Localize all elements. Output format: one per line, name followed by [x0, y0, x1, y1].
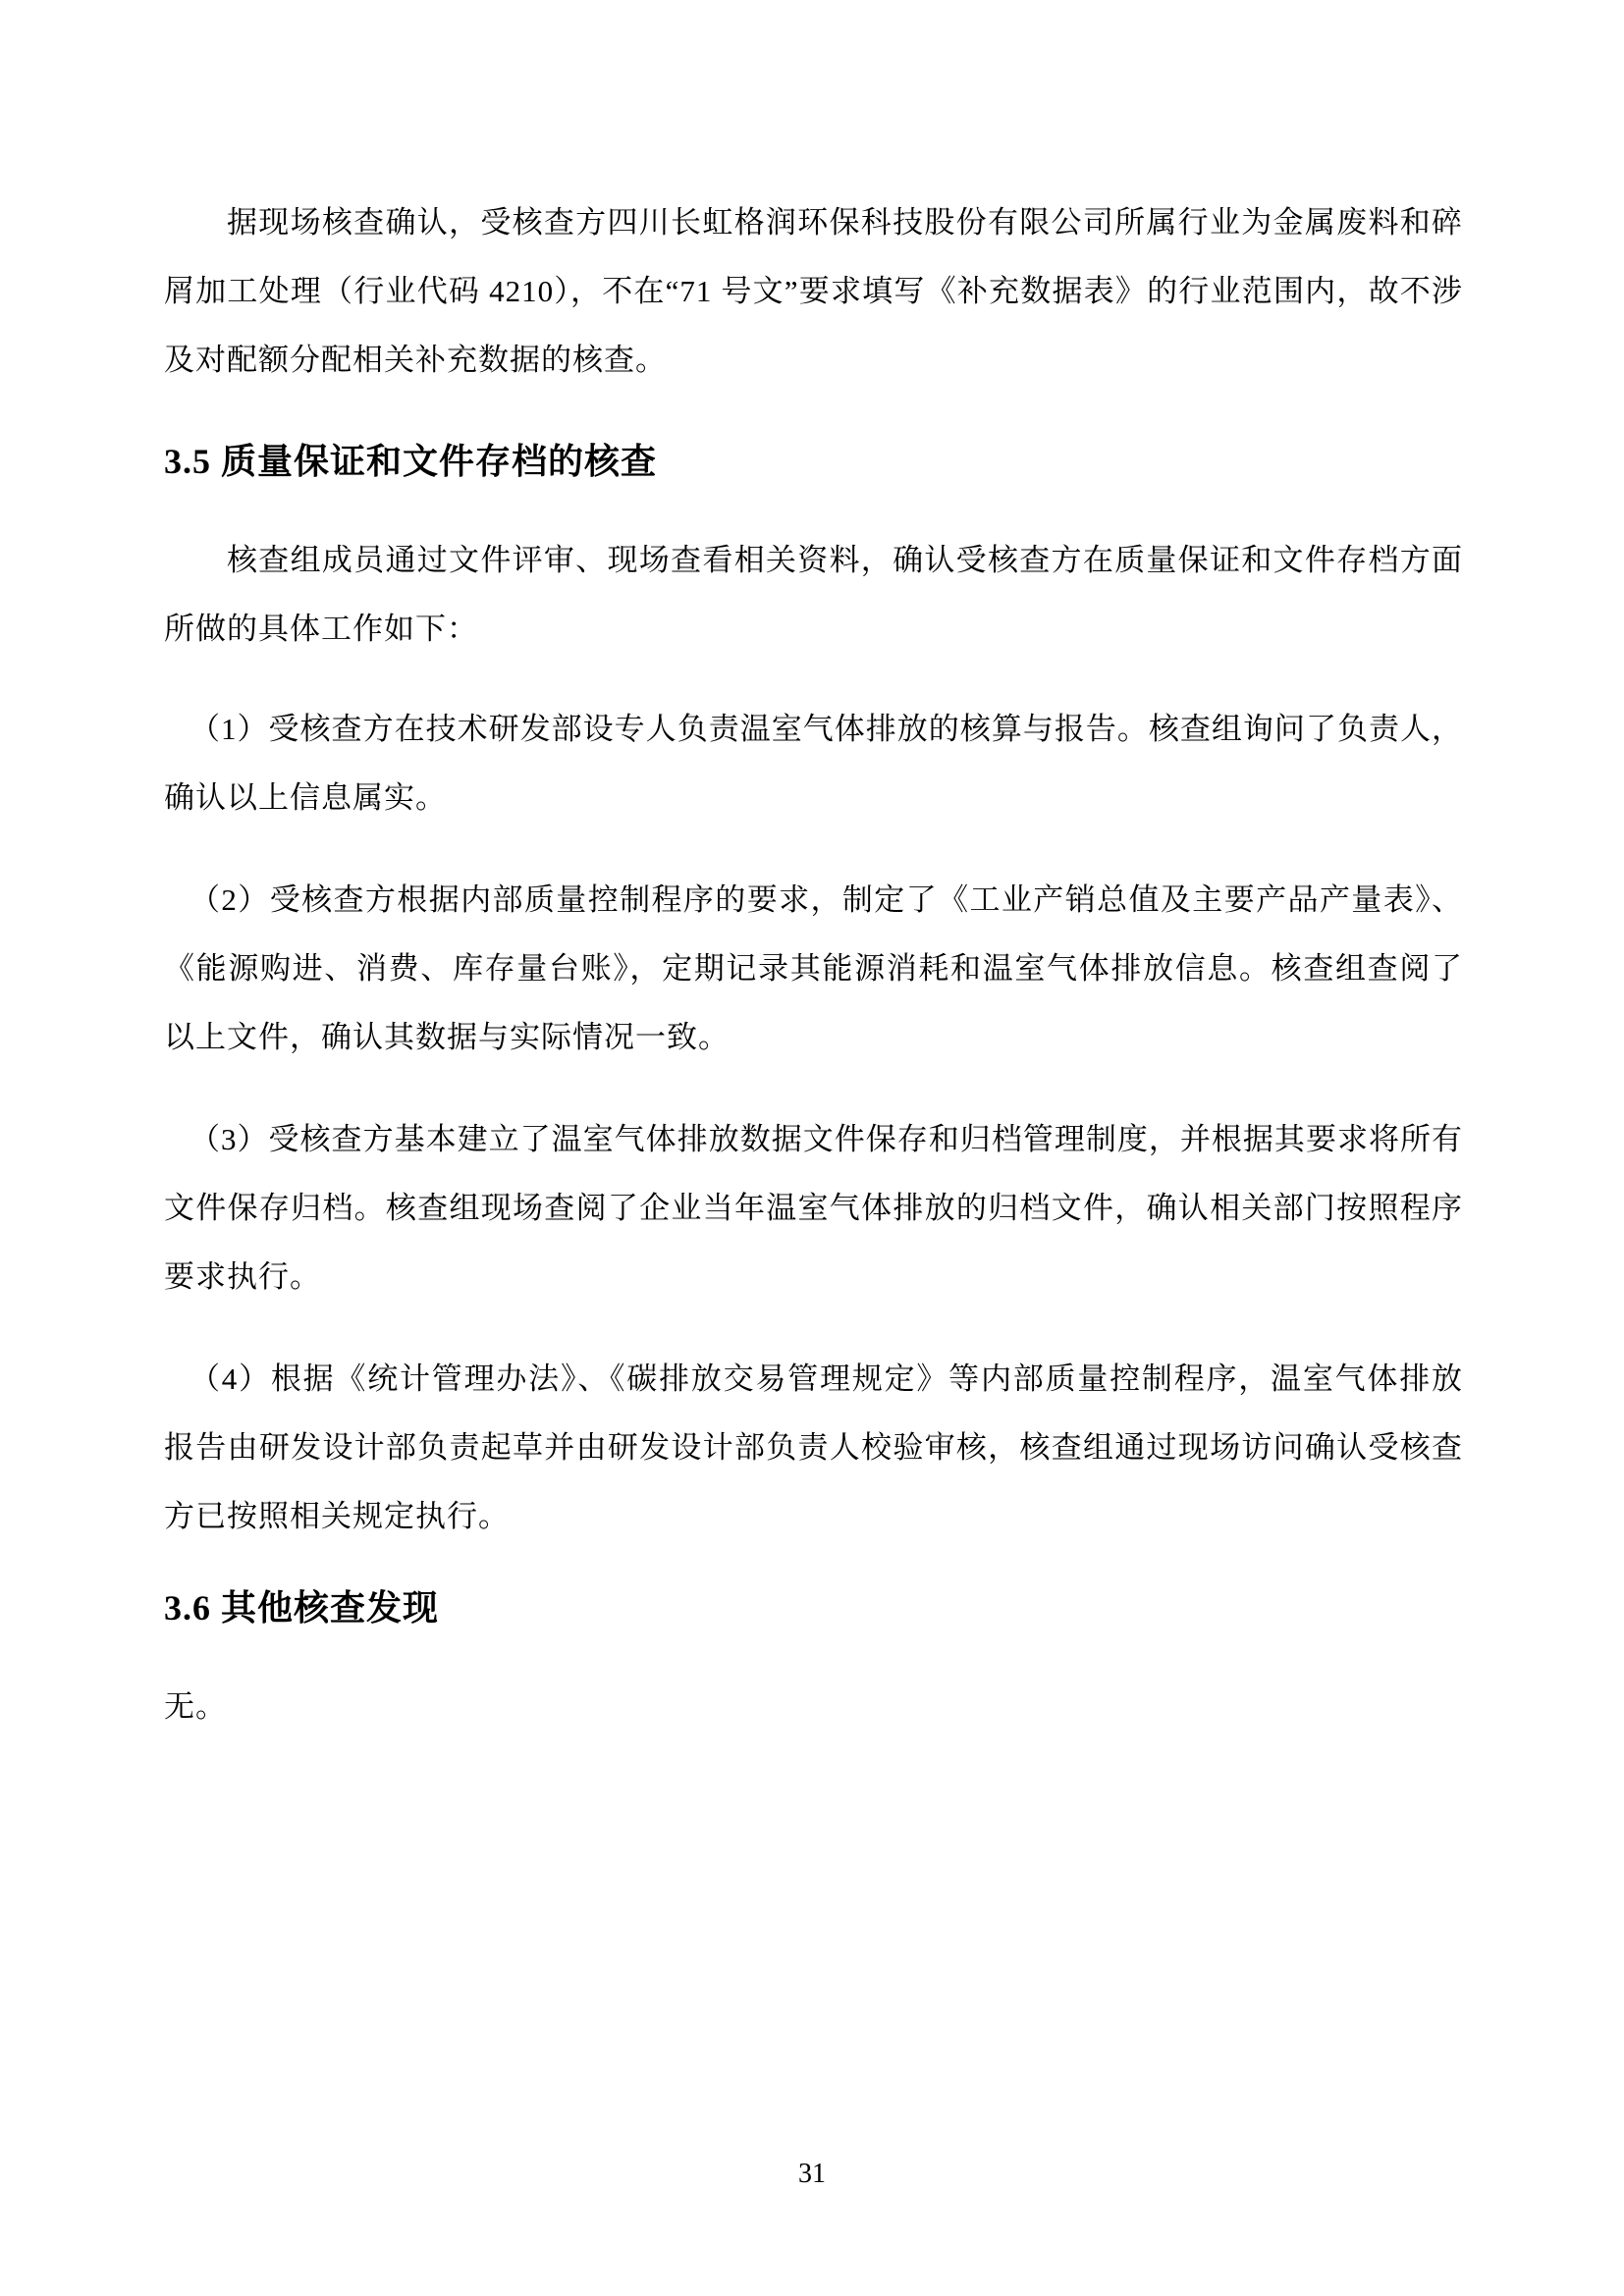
section-3-5-item-2: （2）受核查方根据内部质量控制程序的要求，制定了《工业产销总值及主要产品产量表》、《能源购进、消费、库存量台账》，定期记录其能源消耗和温室气体排放信息。核查组查阅了以上文件，确认其数据与实际情况一致。 [164, 882, 1463, 1054]
section-3-6-heading: 3.6 其他核查发现 [164, 1588, 440, 1628]
section-3-5-lead-paragraph: 核查组成员通过文件评审、现场查看相关资料，确认受核查方在质量保证和文件存档方面所做的具体工作如下： [164, 543, 1463, 646]
section-3-5-heading: 3.5 质量保证和文件存档的核查 [164, 442, 658, 481]
page-number: 31 [798, 2159, 826, 2189]
section-3-5-item-4: （4）根据《统计管理办法》、《碳排放交易管理规定》等内部质量控制程序，温室气体排放报告由研发设计部负责起草并由研发设计部负责人校验审核，核查组通过现场访问确认受核查方已按照相关规定执行。 [164, 1362, 1463, 1533]
document-content [164, 188, 1463, 1773]
section-3-6-body: 无。 [164, 1689, 227, 1724]
section-3-5-item-1: （1）受核查方在技术研发部设专人负责温室气体排放的核算与报告。核查组询问了负责人，确认以上信息属实。 [164, 712, 1463, 815]
section-3-5-item-3: （3）受核查方基本建立了温室气体排放数据文件保存和归档管理制度，并根据其要求将所有文件保存归档。核查组现场查阅了企业当年温室气体排放的归档文件，确认相关部门按照程序要求执行。 [164, 1122, 1463, 1294]
intro-paragraph: 据现场核查确认，受核查方四川长虹格润环保科技股份有限公司所属行业为金属废料和碎屑加工处理（行业代码 4210），不在“71 号文”要求填写《补充数据表》的行业范围内，故不涉及对配额分配相关补充数据的核查。 [164, 205, 1463, 377]
